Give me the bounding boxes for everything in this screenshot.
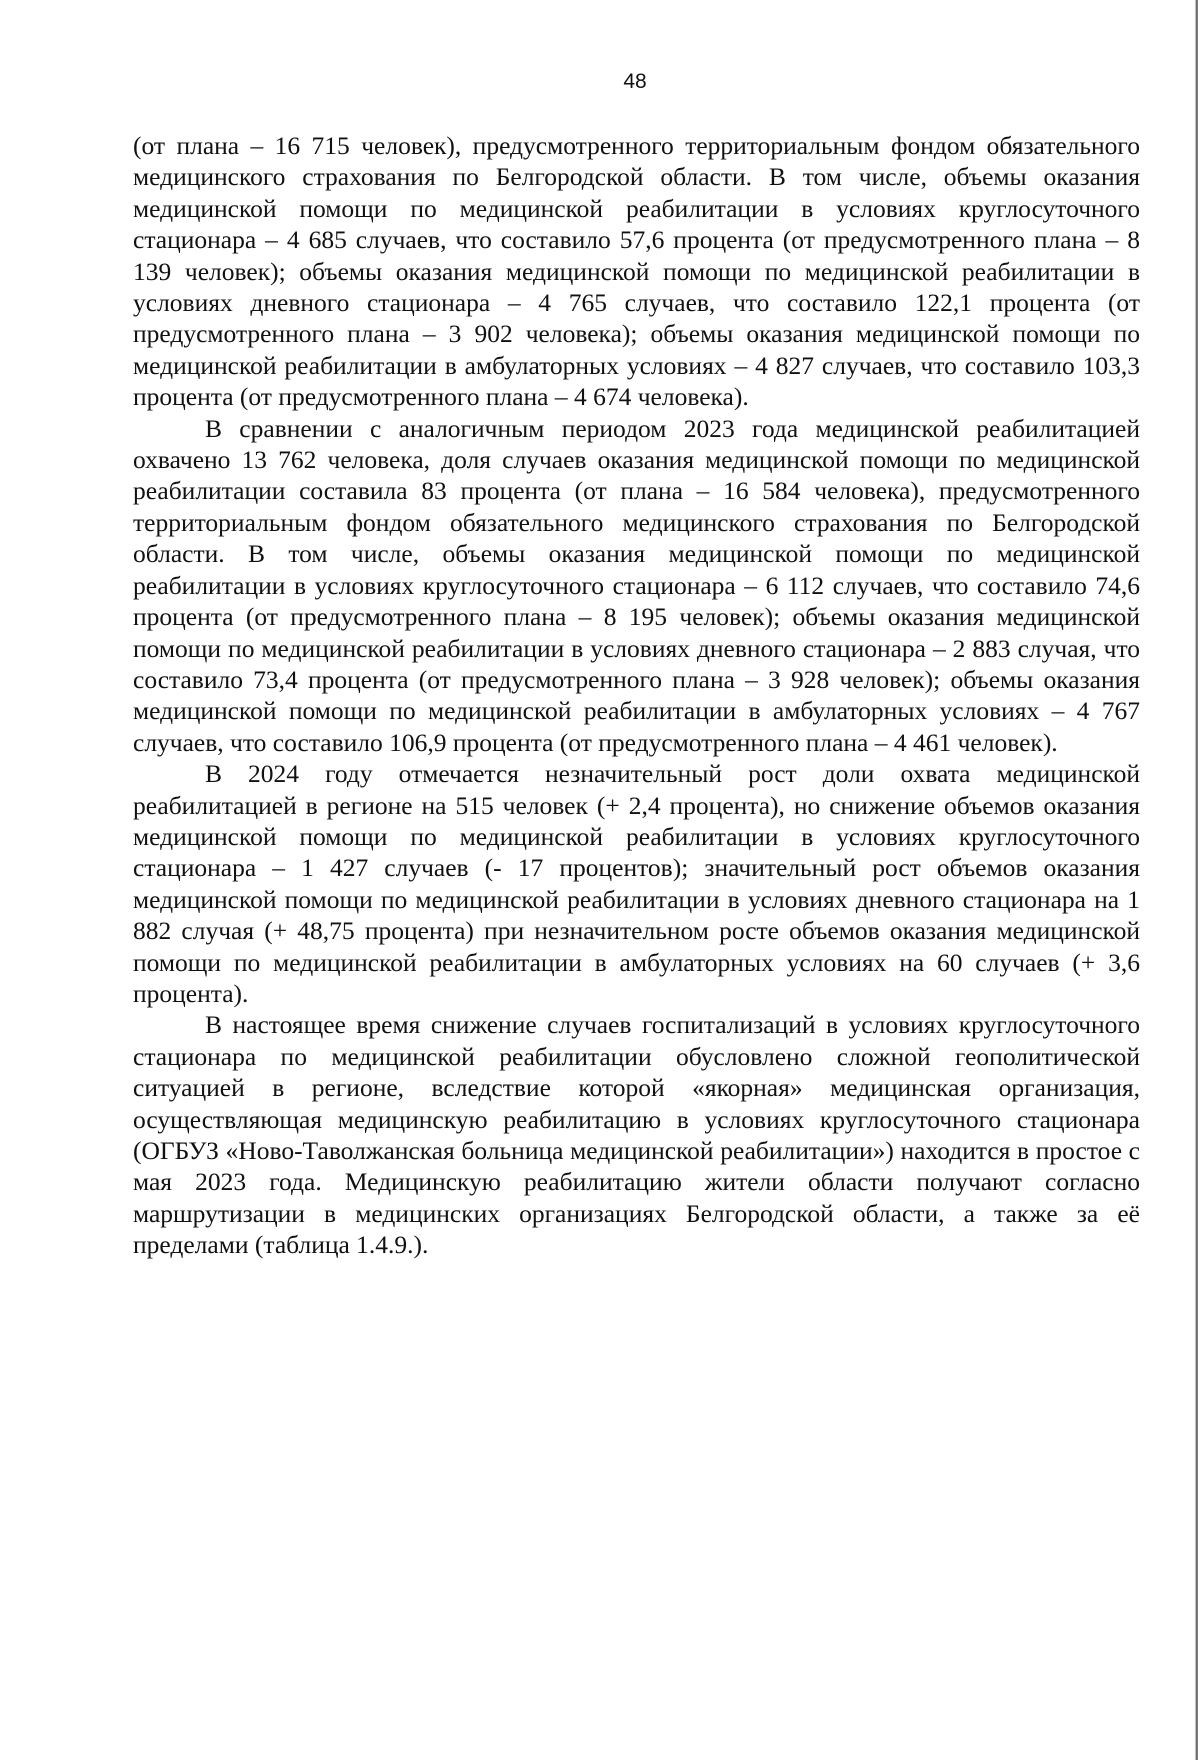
paragraph-2024-dynamics: В 2024 году отмечается незначительный рост доли охвата медицинской реабилитацией в регионе на 515 человек (+ 2,4 процента), но снижение объемов оказания медицинской помощи по медицинской реабилитации в условиях круглосуточного стационара – 1 427 случаев (- 17 процентов); значительный рост объемов оказания медицинской помощи по медицинской реабилитации в условиях дневного стационара на 1 882 случая (+ 48,75 процента) при незначительном росте объемов оказания медицинской помощи по медицинской реабилитации в амбулаторных условиях на 60 случаев (+ 3,6 процента).: [133, 759, 1140, 1008]
paragraph-2023-comparison: В сравнении с аналогичным периодом 2023 года медицинской реабилитацией охвачено 13 762 человека, доля случаев оказания медицинской помощи по медицинской реабилитации составила 83 процента (от плана – 16 584 человека), предусмотренного территориальным фондом обязательного медицинского страхования по Белгородской области. В том числе, объемы оказания медицинской помощи по медицинской реабилитации в условиях круглосуточного стационара – 6 112 случаев, что составило 74,6 процента (от предусмотренного плана – 8 195 человек); объемы оказания медицинской помощи по медицинской реабилитации в условиях дневного стационара – 2 883 случая, что составило 73,4 процента (от предусмотренного плана – 3 928 человек); объемы оказания медицинской помощи по медицинской реабилитации в амбулаторных условиях – 4 767 случаев, что составило 106,9 процента (от предусмотренного плана – 4 461 человек).: [133, 413, 1140, 757]
paragraph-continued: (от плана – 16 715 человек), предусмотренного территориальным фондом обязательного медицинского страхования по Белгородской области. В том числе, объемы оказания медицинской помощи по медицинской реабилитации в условиях круглосуточного стационара – 4 685 случаев, что составило 57,6 процента (от предусмотренного плана – 8 139 человек); объемы оказания медицинской помощи по медицинской реабилитации в условиях дневного стационара – 4 765 случаев, что составило 122,1 процента (от предусмотренного плана – 3 902 человека); объемы оказания медицинской помощи по медицинской реабилитации в амбулаторных условиях – 4 827 случаев, что составило 103,3 процента (от предусмотренного плана – 4 674 человека).: [133, 131, 1140, 412]
document-body: [133, 130, 1140, 1261]
paragraph-current-situation: В настоящее время снижение случаев госпитализаций в условиях круглосуточного стационара по медицинской реабилитации обусловлено сложной геополитической ситуацией в регионе, вследствие которой «якорная» медицинская организация, осуществляющая медицинскую реабилитацию в условиях круглосуточного стационара (ОГБУЗ «Ново-Таволжанская больница медицинской реабилитации») находится в простое с мая 2023 года. Медицинскую реабилитацию жители области получают согласно маршрутизации в медицинских организациях Белгородской области, а также за её пределами (таблица 1.4.9.).: [133, 1010, 1140, 1260]
page-number: 48: [623, 70, 647, 93]
page-edge-shadow: [1195, 0, 1198, 1760]
